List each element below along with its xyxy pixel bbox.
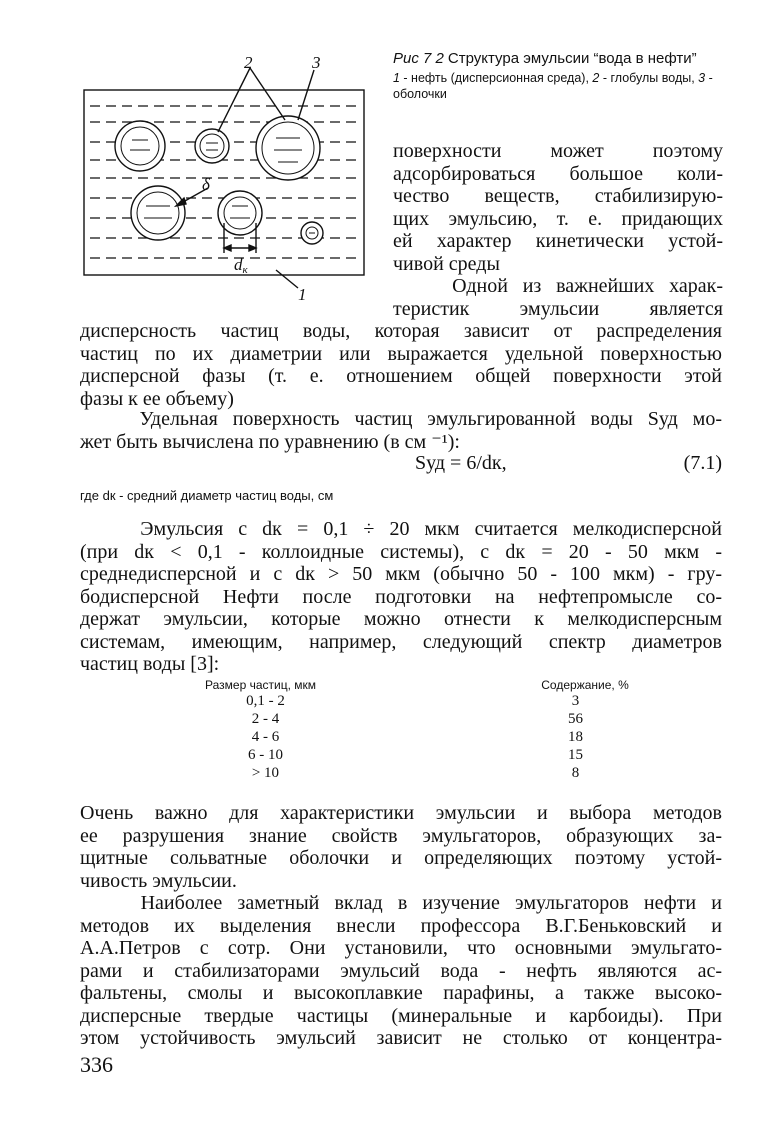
caption-label: Рис 7 2 xyxy=(393,50,444,67)
caption-legend: 1 - нефть (дисперсионная среда), 2 - глобулы воды, 3 - оболочки xyxy=(393,71,713,101)
table-row: 2 - 4 56 xyxy=(251,711,583,727)
equation-where-note: где dк - средний диаметр частиц воды, см xyxy=(80,488,334,503)
table-row: > 10 8 xyxy=(251,765,580,781)
label-2: 2 xyxy=(244,53,253,72)
label-3: 3 xyxy=(312,53,321,72)
page-number: 336 xyxy=(80,1052,113,1077)
table-header xyxy=(170,678,690,692)
table-row: 6 - 10 15 xyxy=(247,747,583,763)
emulsion-structure-figure xyxy=(80,48,370,310)
paragraph-research: Наиболее заметный вклад в изучение эмульгаторов нефти и методов их выделения внесли профессора В.Г.Беньковский и А.А.Петров с сотр. Они установили, что основными эмульгато- рами и стабилизаторами эмульсий вода - нефть являются ас- фальтены, смолы и высокоплавкие парафины, а также высоко- дисперсные твердые частицы (минеральные и карбоиды). При этом устойчивость эмульсий зависит не столько от концентра- xyxy=(80,892,722,1049)
label-delta: δ xyxy=(202,175,210,194)
label-dk: dк xyxy=(234,255,248,276)
water-globule xyxy=(256,116,320,180)
table-header-content: Содержание, % xyxy=(541,678,629,692)
equation-expression: Sуд = 6/dк, xyxy=(415,452,507,474)
caption-title: Рис 7 2 Структура эмульсии “вода в нефти” xyxy=(393,50,697,67)
side-paragraph: поверхности может поэтому адсорбироваться большое коли- чество веществ, стабилизирую- щих эмульсию, т. е. придающих ей характер кинетически устой- чивой среды Одной из важнейших харак- теристик эмульсии является xyxy=(393,140,723,320)
table-header-size: Размер частиц, мкм xyxy=(205,678,316,692)
figure-caption xyxy=(393,50,723,102)
table-row: 0,1 - 2 3 xyxy=(246,693,580,709)
equation-number: (7.1) xyxy=(683,452,722,474)
table-row: 4 - 6 18 xyxy=(251,729,583,745)
paragraph-emulsion-classes: Эмульсия с dк = 0,1 ÷ 20 мкм считается мелкодисперсной (при dк < 0,1 - коллоидные системы), с dк = 20 - 50 мкм - среднедисперсной и с dк > 50 мкм (обычно 50 - 100 мкм) - гру- бодисперсной Нефти после подготовки на нефтепромысле со- держат эмульсии, которые можно отнести к мелкодисперсным системам, имеющим, например, следующий спектр диаметров частиц воды [3]: xyxy=(80,518,722,675)
equation-7-1 xyxy=(80,452,722,478)
leader-2b xyxy=(250,68,285,120)
paragraph-dispersity: дисперсность частиц воды, которая зависит от распределения частиц по их диаметрии или выражается удельной поверхностью дисперсной фазы (т. е. отношением общей поверхности этой фазы к ее объему) xyxy=(80,320,722,410)
leader-1 xyxy=(276,270,298,288)
particle-size-table xyxy=(170,678,690,782)
water-globule xyxy=(131,186,185,240)
leader-3 xyxy=(298,70,314,120)
paragraph-emulsifiers: Очень важно для характеристики эмульсии и выбора методов ее разрушения знание свойств эмульгаторов, образующих за- щитные сольватные оболочки и определяющих поэтому устой- чивость эмульсии. xyxy=(80,802,722,892)
water-globule xyxy=(115,121,165,171)
label-1: 1 xyxy=(298,285,307,304)
paragraph-specific-surface: Удельная поверхность частиц эмульгированной воды Sуд мо- жет быть вычислена по уравнению (в см ⁻¹): xyxy=(80,408,722,453)
